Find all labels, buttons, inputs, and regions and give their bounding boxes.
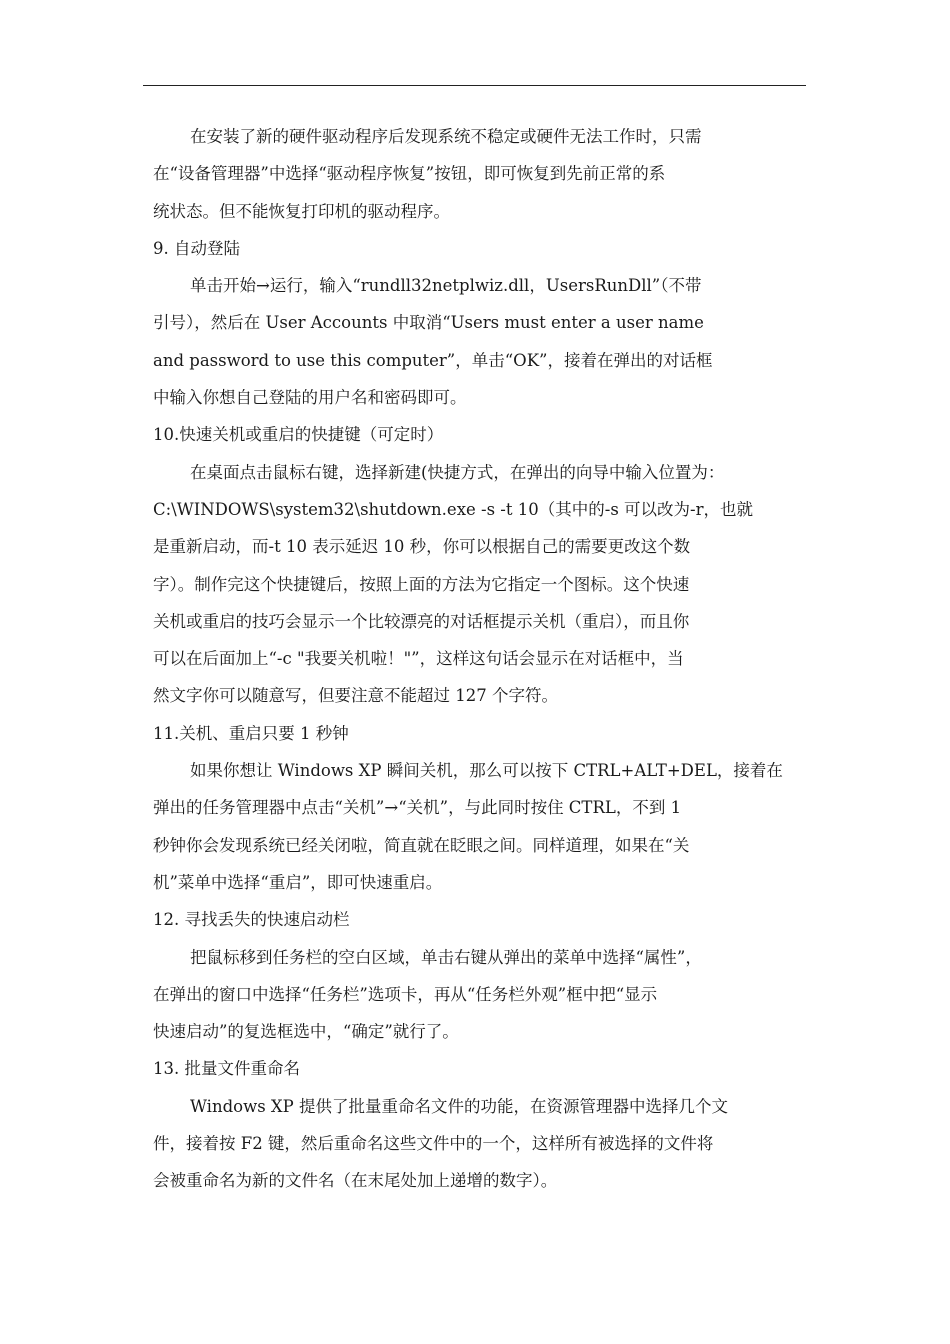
paragraph-instant-shutdown (153, 752, 805, 901)
paragraph-quick-launch (153, 939, 805, 1051)
text-line: 秒钟你会发现系统已经关闭啦，简直就在眨眼之间。同样道理，如果在“关 (153, 835, 690, 855)
text-line: Windows XP 提供了批量重命名文件的功能，在资源管理器中选择几个文 (190, 1096, 728, 1116)
text-line: 中输入你想自己登陆的用户名和密码即可。 (153, 388, 467, 408)
text-line: 在“设备管理器”中选择“驱动程序恢复”按钮，即可恢复到先前正常的系 (153, 164, 666, 184)
text-line: 然文字你可以随意写，但要注意不能超过 127 个字符。 (153, 686, 558, 706)
paragraph-driver-rollback (153, 118, 805, 230)
text-line: 在安装了新的硬件驱动程序后发现系统不稳定或硬件无法工作时，只需 (190, 127, 702, 146)
section-heading: 12. 寻找丢失的快速启动栏 (153, 910, 350, 930)
page-body (153, 118, 805, 1200)
text-line: 可以在后面加上“-c "我要关机啦！"”，这样这句话会显示在对话框中，当 (153, 649, 684, 669)
text-line: 引号），然后在 User Accounts 中取消“Users must enter a user name (153, 313, 704, 333)
paragraph-auto-login (153, 267, 805, 416)
text-line: 机”菜单中选择“重启”，即可快速重启。 (153, 872, 443, 892)
text-line: 在桌面点击鼠标右键，选择新建(快捷方式，在弹出的向导中输入位置为： (190, 462, 725, 482)
text-line: 会被重命名为新的文件名（在末尾处加上递增的数字）。 (153, 1171, 558, 1191)
header-rule (143, 85, 806, 86)
paragraph-batch-rename (153, 1088, 805, 1200)
text-line: 在弹出的窗口中选择“任务栏”选项卡，再从“任务栏外观”框中把“显示 (153, 984, 658, 1004)
text-line: 关机或重启的技巧会显示一个比较漂亮的对话框提示关机（重启），而且你 (153, 611, 690, 631)
text-line: 如果你想让 Windows XP 瞬间关机，那么可以按下 CTRL+ALT+DEL，接着在 (190, 761, 783, 781)
section-heading: 11.关机、重启只要 1 秒钟 (153, 723, 349, 743)
text-line: 弹出的任务管理器中点击“关机”→“关机”，与此同时按住 CTRL，不到 1 (153, 798, 682, 818)
text-line: 统状态。但不能恢复打印机的驱动程序。 (153, 201, 450, 221)
text-line: 单击开始→运行，输入“rundll32netplwiz.dll，UsersRunDll”（不带 (190, 276, 702, 296)
section-heading: 9. 自动登陆 (153, 238, 240, 258)
text-line: 件，接着按 F2 键，然后重命名这些文件中的一个，这样所有被选择的文件将 (153, 1134, 714, 1154)
text-line: C:\WINDOWS\system32\shutdown.exe -s -t 10（其中的-s 可以改为-r，也就 (153, 499, 753, 519)
text-line: 字）。制作完这个快捷键后，按照上面的方法为它指定一个图标。这个快速 (153, 574, 690, 594)
text-line: and password to use this computer”，单击“OK”，接着在弹出的对话框 (153, 350, 713, 370)
text-line: 是重新启动，而-t 10 表示延迟 10 秒，你可以根据自己的需要更改这个数 (153, 537, 691, 557)
text-line: 快速启动”的复选框选中，“确定”就行了。 (153, 1022, 459, 1042)
section-heading: 10.快速关机或重启的快捷键（可定时） (153, 425, 444, 445)
text-line: 把鼠标移到任务栏的空白区域，单击右键从弹出的菜单中选择“属性”， (190, 947, 702, 967)
paragraph-shutdown-shortcut (153, 454, 805, 715)
section-heading: 13. 批量文件重命名 (153, 1059, 300, 1079)
